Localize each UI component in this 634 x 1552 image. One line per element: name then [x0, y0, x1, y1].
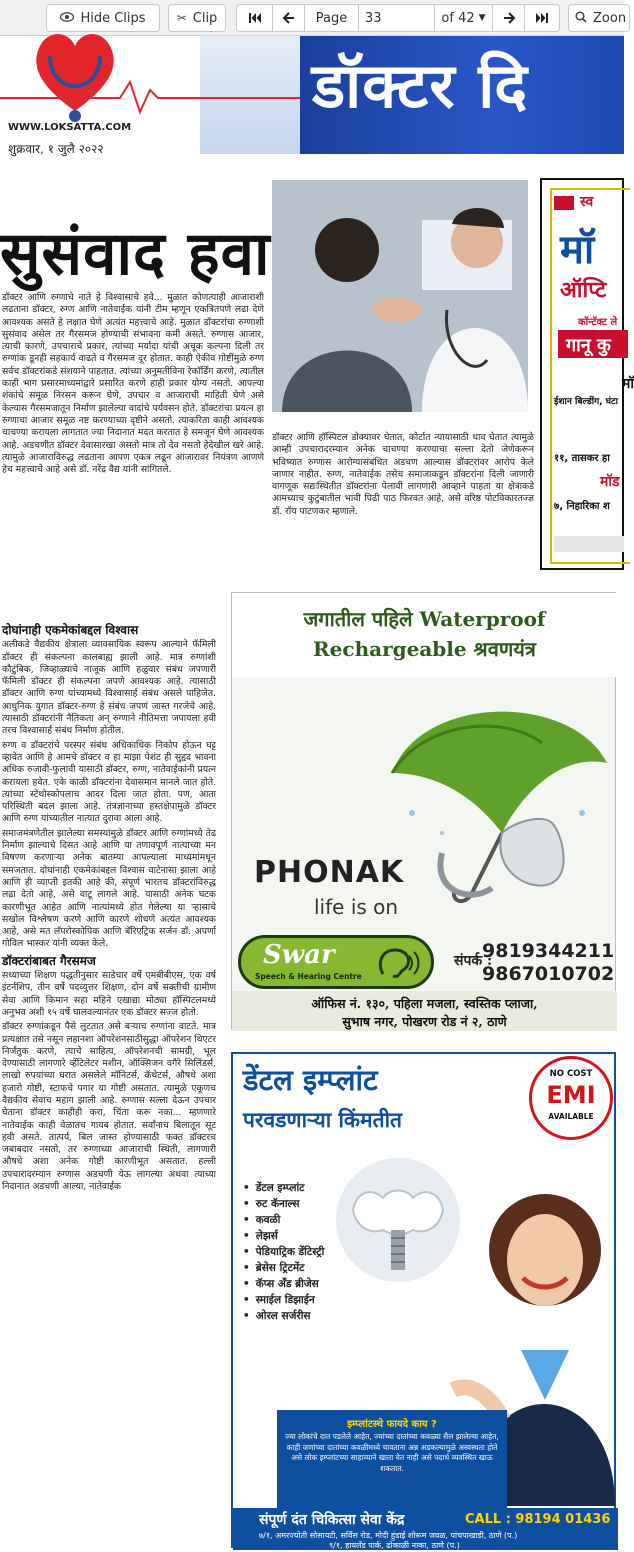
- article-caption-column: [272, 432, 534, 518]
- masthead-title: डॉक्टर दि: [312, 49, 529, 122]
- optician-ad-line: ७, निहारिका श: [554, 501, 610, 512]
- list-item: • पेडियाट्रिक डेंटिस्ट्री: [243, 1244, 324, 1260]
- article-paragraph: अलीकडे वैद्यकीय क्षेत्राला व्यावसायिक स्वरूप आल्याने फॅमिली डॉक्टर ही संकल्पना कालबाह्य झाली आहे. मात्र रुग्णांशी कौटुंबिक, जिव्हाळ्याचे नाजूक आणि हळुवार संबंध जपणारी फॅमिली डॉक्टर ही संकल्पना जपणे आवश्यक आहे. त्यासाठी डॉक्टर आणि रुग्ण यांच्यामध्ये विश्वासार्ह संबंध असले पाहिजेत. आधुनिक युगात डॉक्टर-रुग्ण हे संबंध जपणं जास्त गरजेचे आहे. त्यासाठी डॉक्टरांनी नैतिकता अन् रुग्णाने नीतिमत्ता जपायला हवी तरच विश्वासार्ह संबंध निर्माण होतील.: [2, 639, 216, 737]
- optician-ad: [540, 178, 634, 570]
- contact-label: संपर्क :: [454, 953, 493, 969]
- optician-ad-line: ईशान बिल्डींग, घंटा: [554, 397, 618, 407]
- list-item: • ब्रेसेस ट्रिटमेंट: [243, 1260, 324, 1276]
- list-item: • लेझर्स: [243, 1228, 324, 1244]
- optician-ad-line: मॉ: [560, 226, 595, 273]
- first-page-icon: [248, 12, 262, 24]
- article-headline: सुसंवाद हवा: [0, 219, 271, 289]
- scissors-icon: ✂: [176, 11, 187, 25]
- subheading-trust: दोघांनाही एकमेकांबद्दल विश्वास: [2, 623, 139, 637]
- dental-services-list: [243, 1180, 324, 1324]
- article-paragraph: रुग्ण व डॉक्टरांचे परस्पर संबंध अधिकाधिक निकोप होऊन घट्ट व्हावेत आणि हे आमचे डॉक्टर व हा माझा पेशंट ही सुहृद भावना अधिक रुजावी-फुलावी यासाठी डॉक्टर, रुग्ण, नातेवाईकांनी प्रयत्न करायला हवेत. एके काळी डॉक्टरांना देवासमान मानले जात होते. त्यांच्या स्टेथोस्कोपलाच आदर दिला जात होता. पण, आता परिस्थिती बदल झाला आहे. तंत्रज्ञानाच्या हस्तक्षेपामुळे डॉक्टर आणि रुग्ण यांच्यातील नात्यात दुरावा आला आहे.: [2, 739, 216, 825]
- phonak-address-line-1: ऑफिस नं. १३०, पहिला मजला, स्वस्तिक प्लाजा,: [311, 996, 538, 1011]
- benefits-text: ज्या लोकांचे दात पडलेले आहेत, ज्यांच्या दातांच्या कवळ्या सैल झालेल्या आहेत, काही जणांच्या दातांच्या कवळीमध्ये चावताना अन्न अडकल्यामुळे अस्वस्थता होते असे लोक इम्प्लांटच्या साहाय्याने खाता येत नाही असे पदार्थ व्यवस्थित खाऊ शकतात.: [285, 1432, 499, 1473]
- phonak-hearing-aid-ad: [231, 592, 616, 1030]
- arrow-right-icon: [503, 12, 515, 24]
- optician-ad-line: गानू कु: [566, 335, 611, 356]
- flag-icon: [554, 196, 574, 210]
- last-page-icon: [535, 12, 549, 24]
- article-intro-column: [2, 292, 264, 478]
- page-number-input[interactable]: 33: [359, 5, 435, 31]
- umbrella-hearing-aid-image: [382, 683, 612, 913]
- article-paragraph: सध्याच्या शिक्षण पद्धतीनुसार साडेचार वर्षे एमबीबीएस, एक वर्ष इंटर्नशिप, तीन वर्षे पदव्युत्तर शिक्षण, दोन वर्षे सक्तीची ग्रामीण सेवा आणि किमान सहा महिने एखाद्या मोठ्या हॉस्पिटलमध्ये अनुभव अशी १५ वर्षे घालवल्यानंतर एक डॉक्टर सज्ज होतो.: [2, 970, 216, 1018]
- subheading-misconceptions: डॉक्टरांबाबत गैरसमज: [2, 953, 96, 968]
- article-paragraph: समाजमंत्रणेतील झालेल्या समस्यांमुळे डॉक्टर आणि रुग्णांमध्ये तेढ निर्माण झाल्याचे दिसत आहे आणि या तणावपूर्ण नात्याच्या मन विषण्ण करणाऱ्या अनेक बातम्या आपल्याला माध्यमांमधून समजतात. दोघांनाही एकमेकांबद्दल विश्वास वाटेनासा झाला आहे आणि ही व्याप्ती इतकी आहे की, संपूर्ण भारतच डॉक्टरांविरुद्ध लढा देतो आहे, असे वाटू लागले आहे. यासाठी अनेक घटक कारणीभूत आहेत आणि नात्यांमध्ये होत गेलेल्या या ऱ्हासाचे सखोल विश्लेषण करणे आणि कारणे शोधणे अत्यंत आवश्यक आहे, असे मत लॅपरोस्कोपिक आणि बॅरिएट्रिक सर्जन डॉ. अपर्णा गोविल भास्कर यांनी व्यक्त केले.: [2, 827, 216, 950]
- optician-ad-line: मॉड: [600, 474, 620, 490]
- clinic-address-1: ७/१, अमरज्योती सोसायटी, सर्विस रोड, मोदी हुंडाई शोरूम जवळ, पांचपाखाडी, ठाणे (प.): [259, 1531, 518, 1540]
- clinic-phone: CALL : 98194 01436: [465, 1512, 611, 1527]
- dental-ad-title: डेंटल इम्प्लांट: [243, 1063, 378, 1097]
- dental-ad-subtitle: परवडणाऱ्या किंमतीत: [243, 1108, 402, 1132]
- list-item: • कॅप्स अँड ब्रीजेस: [243, 1276, 324, 1292]
- masthead-date: शुक्रवार, १ जुलै २०२२: [8, 142, 104, 156]
- phonak-brand: PHONAK: [254, 855, 405, 890]
- article-paragraph: डॉक्टर रुग्णांकडून पैसे लुटतात असे बऱ्याच रुग्णांना वाटते. मात्र प्रत्यक्षात तसे नसून लहानशा ऑपरेशनसाठीसुद्धा ऑपरेशन थिएटर निर्जंतुक करणे, त्याचे साहित्य, ऑपरेशनची सामग्री, भूल देण्यासाठी लागणारे व्हेंटिलेटर मशीन, ऑक्सिजन वगैरे सिलिंडर्स, लाखो रुपयांच्या घरात असलेले मॉनिटर्स, कॅथेटर्स, औषधे अशा हजारो गोष्टी, स्टाफचे पगार या गोष्टी असतात. त्यामुळे एकूणच वैद्यकीय सेवाच महाग झाली आहे. रुग्णास सल्ला देऊन उपचार घेताना डॉक्टर काहीही करा, चिंता करू नका... म्हणणारे नातेवाईक काही वेळातच गायब होतात. सर्वांनाच बिलातून सूट हवी असते. तात्पर्य, बिल जास्त होण्यासाठी फक्त डॉक्टरच जबाबदार नसतो, तर रुग्णाच्या आजाराची स्थिती, लागणारी औषधे अशा अनेक गोष्टी कारणीभूत असतात. हल्ली उपचारादरम्यान रुग्णास अडचणी येऊ लागल्या अथवा त्याच्या निदानात अडचणी आल्या, नातेवाईक: [2, 1021, 216, 1193]
- phonak-address-line-2: सुभाष नगर, पोखरण रोड नं २, ठाणे: [342, 1014, 507, 1029]
- hide-clips-label: Hide Clips: [80, 10, 146, 26]
- clinic-address-2: ९/१, हायलँड पार्क, ढोकाळी नाका, ठाणे (प.): [329, 1541, 460, 1550]
- list-item: • कवळी: [243, 1212, 324, 1228]
- zoom-icon: [575, 11, 587, 26]
- clip-button[interactable]: [168, 4, 226, 32]
- emi-badge: [529, 1056, 613, 1140]
- article-main-column: [2, 620, 216, 1195]
- first-page-button[interactable]: [237, 5, 273, 31]
- benefits-box: [277, 1410, 507, 1508]
- swar-subtitle: Speech & Hearing Centre: [255, 972, 362, 981]
- clip-label: Clip: [192, 10, 218, 26]
- chevron-down-icon: ▼: [478, 13, 486, 23]
- phonak-tagline: life is on: [314, 895, 399, 919]
- last-page-button[interactable]: [525, 5, 559, 31]
- page-label: Page: [305, 5, 359, 31]
- phonak-headline-1: जगातील पहिले Waterproof: [303, 607, 546, 631]
- swar-name: Swar: [263, 940, 335, 970]
- optician-ad-line: ११, तासकर हा: [554, 453, 610, 464]
- optician-ad-line: मॉ: [622, 376, 634, 392]
- list-item: • ओरल सर्जरीस: [243, 1308, 324, 1324]
- swar-logo: [238, 935, 434, 989]
- phone-number-2: 9867010702: [482, 963, 615, 985]
- clinic-name: संपूर्ण दंत चिकित्सा सेवा केंद्र: [259, 1512, 405, 1528]
- phone-number-1: 9819344211: [482, 940, 615, 962]
- arrow-left-icon: [283, 12, 295, 24]
- emi-badge-bottom: AVAILABLE: [548, 1112, 594, 1121]
- benefits-heading: इम्प्लांटस्चे फायदे काय ?: [347, 1419, 437, 1430]
- article-caption-text: डॉक्टर आणि हॉस्पिटल डोक्यावर घेतात, कोर्टात न्यायासाठी धाव घेतात त्यामुळे आम्ही उपचारादरम्यान अनेक चाचण्या करण्याचा सल्ला देतो जेणेकरून भविष्यात रुग्णास आरोग्यासंबंधित अडचण आल्यास डॉक्टरांवर आरोप केले जाणार नाहीत. रुग्ण, नातेवाईक तसेच समाजाकडून डॉक्टरांना दिली जाणारी वागणूक सद्यःस्थितीत डॉक्टरांना पेलावी लागणारी आव्हाने पाहता या क्षेत्राकडे आमच्याच कुटुंबातील भावी पिढी पाठ फिरवत आहे, असे वरिष्ठ पोटविकारतज्ज्ञ डॉ. रॉय पाटणकर म्हणाले.: [272, 432, 534, 517]
- page-total-dropdown[interactable]: [435, 5, 493, 31]
- list-item: • रुट कॅनाल्स: [243, 1196, 324, 1212]
- masthead-url: WWW.LOKSATTA.COM: [8, 122, 132, 133]
- article-intro: डॉक्टर आणि रुग्णाचे नाते हे विश्वासाचे हवे... मुळात कोणत्याही आजाराशी लढताना डॉक्टर, रुग्ण आणि नातेवाईक यांनी टीम म्हणून एकत्रितपणे लढा देणे आवश्यक असते हे लक्षात घेणे अत्यंत महत्त्वाचे आहे. मुळात डॉक्टरांचा रुग्णाशी सुसंवाद असेल तर गैरसमज होण्याची संभावना कमी असते. रुग्णास आजार, त्याची कारणे, उपचाराचे प्रकार, त्यांच्या मर्यादा यांची अचूक कल्पना दिली तर रुग्णांक डूनही सहकार्य वाढते व गैरसमज दूर होतात. काही ऐकीव गोष्टींमुळे रुग्ण सर्वच डॉक्टरांकडे संशयाने पाहतात. त्यांच्या अनुमतीविना रेकॉर्डिंग करणे, त्यातील काही भाग प्रसारमाध्यमांद्वारे प्रसारित करणे हाही प्रकार योग्य नसतो. आपल्या शंकांचे समूळ निरसन करून घेणे, उपचार व आजाराची माहिती घेणे असे केल्यास गैरसमजातून निर्माण झालेल्या वादांचे पर्यवसन होते. डॉक्टरांचा प्रयत्न हा रुग्णाचा आजार समूळ नष्ट करण्याच्या दृष्टीने असतो. त्याकरिता काही आवश्यक चाचण्या करायला लागतात ज्या निदानात मदत करतात हे समजून घेणे आवश्यक आहे. अडचणीत डॉक्टर देवासारखा असतो मात्र तो देव नसतो हेदेखील खरे आहे. त्यामुळे आजाराविरुद्ध लढताना आपण एकत्र लढून आजारावर नियंत्रण आणणे हेच महत्त्वाचे आहे असे डॉ. नरेंद्र वैद्य यांनी सांगितले.: [2, 292, 264, 476]
- optician-ad-line: कॉन्टॅक्ट ले: [578, 317, 618, 328]
- page-navigator: [236, 4, 560, 32]
- emi-badge-main: EMI: [546, 1081, 596, 1109]
- tooth-implant-image: [333, 1150, 463, 1290]
- list-item: • स्माईल डिझाईन: [243, 1292, 324, 1308]
- list-item: • डेंटल इम्प्लांट: [243, 1180, 324, 1196]
- doctor-patient-illustration: [272, 180, 528, 412]
- zoom-button[interactable]: [568, 4, 630, 32]
- optician-ad-line: स्व: [580, 194, 594, 210]
- phonak-headline-2: Rechargeable श्रवणयंत्र: [313, 637, 536, 661]
- optician-ad-line: ऑप्टि: [560, 278, 607, 303]
- masthead: [0, 36, 624, 162]
- ear-icon: [373, 946, 419, 980]
- brand-logos-strip: [554, 536, 624, 552]
- dental-implant-ad: [231, 1052, 616, 1548]
- emi-badge-top: NO COST: [549, 1069, 593, 1079]
- previous-page-button[interactable]: [273, 5, 305, 31]
- heartbeat-line-icon: [0, 76, 300, 116]
- page-total-label: of 42: [441, 10, 475, 26]
- next-page-button[interactable]: [493, 5, 525, 31]
- zoom-label: Zoon: [593, 10, 627, 26]
- doctor-patient-photo: [272, 180, 528, 412]
